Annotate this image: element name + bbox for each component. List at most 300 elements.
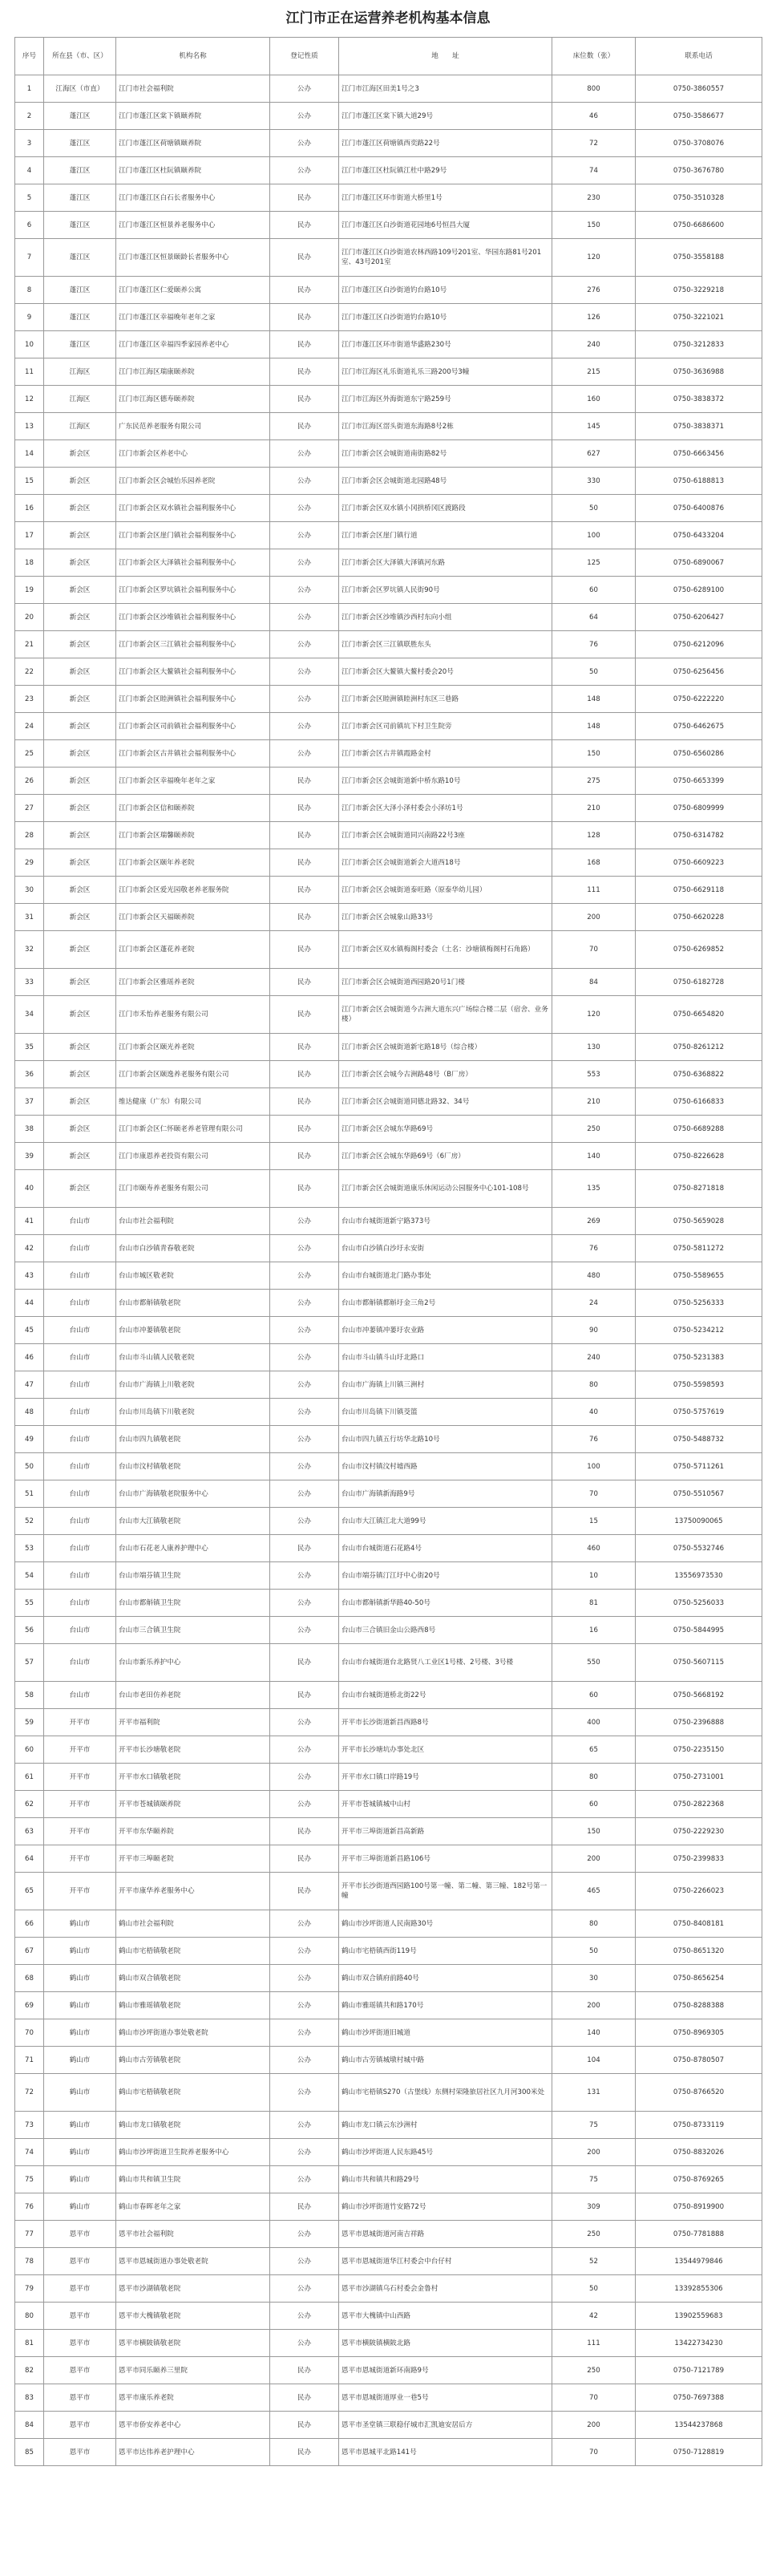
cell-seq: 41 (15, 1208, 44, 1235)
cell-county: 新会区 (44, 658, 116, 686)
cell-address: 开平市长沙街道西园路100号第一幢、第二幢、第三幢、182号第一幢 (339, 1873, 552, 1910)
cell-phone: 0750-3586677 (636, 103, 762, 130)
table-row (15, 849, 762, 877)
cell-beds: 16 (552, 1617, 636, 1644)
cell-seq: 85 (15, 2439, 44, 2466)
cell-registration-type: 公办 (270, 468, 339, 495)
cell-county: 新会区 (44, 931, 116, 969)
cell-address: 台山市台城街道石花路4号 (339, 1535, 552, 1562)
cell-beds: 465 (552, 1873, 636, 1910)
cell-institution-name: 台山市川岛镇下川敬老院 (116, 1399, 270, 1426)
cell-address: 江门市蓬江区环市街道华盛路230号 (339, 331, 552, 358)
cell-registration-type: 公办 (270, 713, 339, 740)
cell-registration-type: 公办 (270, 577, 339, 604)
cell-seq: 51 (15, 1480, 44, 1508)
cell-registration-type: 民办 (270, 1116, 339, 1143)
cell-seq: 31 (15, 904, 44, 931)
cell-beds: 330 (552, 468, 636, 495)
cell-institution-name: 江门市新会区颐年养老院 (116, 849, 270, 877)
cell-beds: 70 (552, 1480, 636, 1508)
cell-county: 新会区 (44, 1034, 116, 1061)
cell-address: 江门市蓬江区白沙街道花园地6号恒昌大厦 (339, 212, 552, 239)
cell-address: 江门市新会区双水镇小冈拱桥冈区渡路段 (339, 495, 552, 522)
cell-address: 恩平市恩城街道河南吉祥路 (339, 2221, 552, 2248)
cell-phone: 0750-3860557 (636, 75, 762, 103)
cell-address: 鹤山市龙口镇云东沙洲村 (339, 2112, 552, 2139)
cell-beds: 81 (552, 1590, 636, 1617)
cell-address: 江门市蓬江区白沙街道农林西路109号201室、华园东路81号201室、43号201室 (339, 239, 552, 277)
cell-registration-type: 公办 (270, 103, 339, 130)
cell-beds: 42 (552, 2303, 636, 2330)
cell-address: 鹤山市沙坪街道竹安路72号 (339, 2193, 552, 2221)
cell-county: 新会区 (44, 740, 116, 768)
cell-seq: 26 (15, 768, 44, 795)
cell-phone: 13422734230 (636, 2330, 762, 2357)
cell-institution-name: 台山市社会福利院 (116, 1208, 270, 1235)
table-row (15, 2166, 762, 2193)
table-row (15, 713, 762, 740)
cell-phone: 0750-5607115 (636, 1644, 762, 1682)
cell-address: 恩平市恩城平北路141号 (339, 2439, 552, 2466)
cell-phone: 0750-3676780 (636, 157, 762, 184)
cell-seq: 58 (15, 1682, 44, 1709)
table-row (15, 2139, 762, 2166)
cell-institution-name: 台山市广海镇上川敬老院 (116, 1371, 270, 1399)
cell-seq: 44 (15, 1290, 44, 1317)
cell-beds: 168 (552, 849, 636, 877)
cell-county: 鹤山市 (44, 2019, 116, 2047)
cell-seq: 32 (15, 931, 44, 969)
cell-county: 鹤山市 (44, 2074, 116, 2112)
cell-county: 恩平市 (44, 2439, 116, 2466)
table-row (15, 1910, 762, 1938)
table-row (15, 969, 762, 996)
cell-seq: 81 (15, 2330, 44, 2357)
cell-registration-type: 公办 (270, 686, 339, 713)
cell-phone: 0750-8780507 (636, 2047, 762, 2074)
cell-institution-name: 台山市新乐养护中心 (116, 1644, 270, 1682)
table-row (15, 2074, 762, 2112)
cell-phone: 0750-3212833 (636, 331, 762, 358)
cell-county: 新会区 (44, 1143, 116, 1170)
cell-county: 新会区 (44, 969, 116, 996)
cell-institution-name: 江门市新会区信和颐养院 (116, 795, 270, 822)
cell-seq: 37 (15, 1088, 44, 1116)
cell-institution-name: 江门市新会区颐光养老院 (116, 1034, 270, 1061)
cell-seq: 65 (15, 1873, 44, 1910)
cell-beds: 250 (552, 1116, 636, 1143)
cell-registration-type: 公办 (270, 1736, 339, 1764)
cell-beds: 120 (552, 239, 636, 277)
cell-county: 鹤山市 (44, 2193, 116, 2221)
cell-institution-name: 鹤山市宅梧镇敬老院 (116, 1938, 270, 1965)
cell-registration-type: 公办 (270, 130, 339, 157)
cell-phone: 0750-6182728 (636, 969, 762, 996)
cell-county: 江海区 (44, 413, 116, 440)
cell-institution-name: 台山市大江镇敬老院 (116, 1508, 270, 1535)
cell-institution-name: 鹤山市共和镇卫生院 (116, 2166, 270, 2193)
cell-registration-type: 公办 (270, 1617, 339, 1644)
cell-institution-name: 台山市冲蒌镇敬老院 (116, 1317, 270, 1344)
cell-address: 江门市新会区罗坑镇人民街90号 (339, 577, 552, 604)
cell-seq: 57 (15, 1644, 44, 1682)
cell-county: 开平市 (44, 1764, 116, 1791)
cell-county: 开平市 (44, 1736, 116, 1764)
cell-address: 江门市新会区会城今古洲路48号（B厂房） (339, 1061, 552, 1088)
table-row (15, 1480, 762, 1508)
table-row (15, 1399, 762, 1426)
cell-beds: 135 (552, 1170, 636, 1208)
cell-institution-name: 江门市新会区天福颐养院 (116, 904, 270, 931)
institution-table (14, 37, 762, 2466)
cell-institution-name: 广东民范养老服务有限公司 (116, 413, 270, 440)
table-row (15, 2019, 762, 2047)
table-row (15, 1992, 762, 2019)
cell-county: 鹤山市 (44, 2139, 116, 2166)
cell-institution-name: 江门市蓬江区恒景颐龄长者服务中心 (116, 239, 270, 277)
cell-address: 江门市蓬江区白沙街道钓台路10号 (339, 304, 552, 331)
cell-county: 新会区 (44, 849, 116, 877)
cell-county: 开平市 (44, 1791, 116, 1818)
table-row (15, 75, 762, 103)
cell-registration-type: 公办 (270, 1562, 339, 1590)
table-row (15, 1034, 762, 1061)
table-row (15, 931, 762, 969)
cell-phone: 0750-5234212 (636, 1317, 762, 1344)
table-row (15, 1764, 762, 1791)
cell-institution-name: 恩平市侨安养老中心 (116, 2412, 270, 2439)
cell-seq: 53 (15, 1535, 44, 1562)
table-row (15, 1235, 762, 1262)
cell-county: 新会区 (44, 1170, 116, 1208)
cell-seq: 78 (15, 2248, 44, 2275)
cell-seq: 33 (15, 969, 44, 996)
cell-seq: 25 (15, 740, 44, 768)
cell-registration-type: 民办 (270, 904, 339, 931)
table-row (15, 1791, 762, 1818)
cell-registration-type: 民办 (270, 795, 339, 822)
cell-phone: 0750-2822368 (636, 1791, 762, 1818)
cell-institution-name: 江门市新会区沙堆镇社会福利服务中心 (116, 604, 270, 631)
table-row (15, 604, 762, 631)
cell-county: 新会区 (44, 686, 116, 713)
cell-seq: 80 (15, 2303, 44, 2330)
table-row (15, 1644, 762, 1682)
cell-seq: 6 (15, 212, 44, 239)
cell-phone: 13544237868 (636, 2412, 762, 2439)
cell-address: 台山市都斛镇都斛圩金三角2号 (339, 1290, 552, 1317)
cell-phone: 0750-8656254 (636, 1965, 762, 1992)
cell-beds: 130 (552, 1034, 636, 1061)
cell-address: 台山市四九镇五行坊华北路10号 (339, 1426, 552, 1453)
cell-county: 台山市 (44, 1290, 116, 1317)
cell-county: 新会区 (44, 1088, 116, 1116)
cell-registration-type: 公办 (270, 1910, 339, 1938)
cell-seq: 19 (15, 577, 44, 604)
cell-county: 新会区 (44, 768, 116, 795)
cell-county: 蓬江区 (44, 103, 116, 130)
cell-beds: 52 (552, 2248, 636, 2275)
header-address: 地 址 (339, 38, 552, 75)
cell-institution-name: 江门市新会区双水镇社会福利服务中心 (116, 495, 270, 522)
cell-phone: 0750-6256456 (636, 658, 762, 686)
table-row (15, 1682, 762, 1709)
cell-beds: 60 (552, 577, 636, 604)
table-row (15, 1088, 762, 1116)
cell-registration-type: 民办 (270, 1061, 339, 1088)
cell-county: 台山市 (44, 1235, 116, 1262)
cell-address: 江门市新会区沙堆镇沙西村东向小组 (339, 604, 552, 631)
table-row (15, 1453, 762, 1480)
cell-institution-name: 恩平市社会福利院 (116, 2221, 270, 2248)
cell-phone: 0750-6890067 (636, 549, 762, 577)
cell-address: 台山市冲蒌镇冲蒌圩农业路 (339, 1317, 552, 1344)
cell-phone: 0750-6654820 (636, 996, 762, 1034)
cell-registration-type: 公办 (270, 1208, 339, 1235)
table-row (15, 877, 762, 904)
cell-institution-name: 恩平市同乐颐养三里院 (116, 2357, 270, 2384)
table-row (15, 1344, 762, 1371)
table-row (15, 1562, 762, 1590)
cell-address: 江门市江海区外海街道东宁路259号 (339, 386, 552, 413)
cell-phone: 0750-6462675 (636, 713, 762, 740)
cell-phone: 0750-8919900 (636, 2193, 762, 2221)
cell-seq: 27 (15, 795, 44, 822)
cell-county: 新会区 (44, 713, 116, 740)
cell-phone: 0750-3838371 (636, 413, 762, 440)
cell-county: 新会区 (44, 522, 116, 549)
cell-seq: 66 (15, 1910, 44, 1938)
cell-address: 恩平市恩城街道厚业一巷5号 (339, 2384, 552, 2412)
cell-county: 鹤山市 (44, 2047, 116, 2074)
cell-address: 台山市川岛镇下川镇茭篮 (339, 1399, 552, 1426)
cell-registration-type: 民办 (270, 1818, 339, 1845)
cell-beds: 125 (552, 549, 636, 577)
cell-seq: 45 (15, 1317, 44, 1344)
cell-institution-name: 维达健康（广东）有限公司 (116, 1088, 270, 1116)
cell-phone: 0750-8226628 (636, 1143, 762, 1170)
cell-address: 鹤山市双合镇府前路40号 (339, 1965, 552, 1992)
cell-registration-type: 民办 (270, 877, 339, 904)
cell-beds: 70 (552, 931, 636, 969)
cell-phone: 0750-2731001 (636, 1764, 762, 1791)
cell-phone: 0750-3708076 (636, 130, 762, 157)
cell-registration-type: 民办 (270, 2439, 339, 2466)
table-row (15, 1262, 762, 1290)
cell-seq: 84 (15, 2412, 44, 2439)
cell-phone: 0750-5589655 (636, 1262, 762, 1290)
table-row (15, 1938, 762, 1965)
cell-beds: 215 (552, 358, 636, 386)
cell-institution-name: 江门市新会区仁怀颐老养老管理有限公司 (116, 1116, 270, 1143)
cell-phone: 0750-5711261 (636, 1453, 762, 1480)
cell-county: 台山市 (44, 1453, 116, 1480)
table-row (15, 130, 762, 157)
cell-beds: 76 (552, 1235, 636, 1262)
cell-beds: 160 (552, 386, 636, 413)
cell-registration-type: 公办 (270, 75, 339, 103)
cell-seq: 73 (15, 2112, 44, 2139)
cell-institution-name: 江门市新会区大泽镇社会福利服务中心 (116, 549, 270, 577)
cell-beds: 210 (552, 795, 636, 822)
cell-address: 开平市水口镇口岸路19号 (339, 1764, 552, 1791)
cell-seq: 34 (15, 996, 44, 1034)
table-row (15, 1709, 762, 1736)
table-row (15, 331, 762, 358)
cell-registration-type: 公办 (270, 2330, 339, 2357)
cell-county: 台山市 (44, 1208, 116, 1235)
table-row (15, 1371, 762, 1399)
cell-institution-name: 江门市新会区睦洲镇社会福利服务中心 (116, 686, 270, 713)
cell-phone: 13556973530 (636, 1562, 762, 1590)
cell-seq: 49 (15, 1426, 44, 1453)
cell-registration-type: 公办 (270, 1317, 339, 1344)
cell-registration-type: 民办 (270, 1088, 339, 1116)
cell-address: 台山市斗山镇斗山圩北路口 (339, 1344, 552, 1371)
cell-seq: 68 (15, 1965, 44, 1992)
cell-institution-name: 台山市都斛镇卫生院 (116, 1590, 270, 1617)
cell-address: 江门市新会区双水镇梅阁村委会（土名：沙塘镇梅阁村石角路） (339, 931, 552, 969)
cell-institution-name: 鹤山市双合镇敬老院 (116, 1965, 270, 1992)
cell-seq: 24 (15, 713, 44, 740)
cell-registration-type: 公办 (270, 2303, 339, 2330)
cell-phone: 0750-5488732 (636, 1426, 762, 1453)
cell-county: 鹤山市 (44, 1965, 116, 1992)
cell-seq: 1 (15, 75, 44, 103)
cell-seq: 52 (15, 1508, 44, 1535)
cell-registration-type: 公办 (270, 1791, 339, 1818)
cell-address: 台山市广海镇新海路9号 (339, 1480, 552, 1508)
cell-institution-name: 江门市新会区雅瑶养老院 (116, 969, 270, 996)
cell-address: 江门市新会区大鳌镇大鳌村委会20号 (339, 658, 552, 686)
cell-county: 台山市 (44, 1508, 116, 1535)
cell-seq: 28 (15, 822, 44, 849)
table-row (15, 1845, 762, 1873)
cell-beds: 480 (552, 1262, 636, 1290)
cell-seq: 70 (15, 2019, 44, 2047)
cell-registration-type: 民办 (270, 849, 339, 877)
table-header-row (15, 38, 762, 75)
cell-beds: 250 (552, 2357, 636, 2384)
table-body (15, 75, 762, 2466)
cell-beds: 148 (552, 686, 636, 713)
cell-institution-name: 江门市社会福利院 (116, 75, 270, 103)
cell-county: 开平市 (44, 1709, 116, 1736)
cell-registration-type: 公办 (270, 157, 339, 184)
cell-institution-name: 江门市蓬江区幸福四季家园养老中心 (116, 331, 270, 358)
cell-registration-type: 公办 (270, 2166, 339, 2193)
cell-county: 开平市 (44, 1818, 116, 1845)
cell-registration-type: 公办 (270, 1938, 339, 1965)
cell-institution-name: 开平市东华颐养院 (116, 1818, 270, 1845)
cell-institution-name: 恩平市沙湖镇敬老院 (116, 2275, 270, 2303)
table-row (15, 740, 762, 768)
table-row (15, 304, 762, 331)
cell-registration-type: 公办 (270, 2019, 339, 2047)
cell-phone: 0750-3221021 (636, 304, 762, 331)
cell-address: 鹤山市雅瑶镇共和路170号 (339, 1992, 552, 2019)
cell-institution-name: 江门市新会区幸福晚年老年之家 (116, 768, 270, 795)
table-row (15, 2275, 762, 2303)
cell-beds: 80 (552, 1371, 636, 1399)
header-registration-type: 登记性质 (270, 38, 339, 75)
cell-seq: 30 (15, 877, 44, 904)
cell-institution-name: 江门市新会区瑞馨颐养院 (116, 822, 270, 849)
cell-address: 江门市蓬江区荷塘镇西奕路22号 (339, 130, 552, 157)
cell-beds: 72 (552, 130, 636, 157)
cell-registration-type: 公办 (270, 658, 339, 686)
table-row (15, 212, 762, 239)
cell-seq: 36 (15, 1061, 44, 1088)
cell-seq: 56 (15, 1617, 44, 1644)
cell-beds: 460 (552, 1535, 636, 1562)
table-row (15, 1873, 762, 1910)
cell-seq: 54 (15, 1562, 44, 1590)
table-row (15, 1317, 762, 1344)
cell-beds: 126 (552, 304, 636, 331)
table-row (15, 1965, 762, 1992)
table-row (15, 103, 762, 130)
cell-phone: 0750-5256033 (636, 1590, 762, 1617)
cell-beds: 75 (552, 2166, 636, 2193)
cell-phone: 0750-8651320 (636, 1938, 762, 1965)
cell-registration-type: 民办 (270, 1873, 339, 1910)
cell-county: 台山市 (44, 1480, 116, 1508)
cell-seq: 63 (15, 1818, 44, 1845)
cell-address: 江门市蓬江区环市街道大桥里1号 (339, 184, 552, 212)
cell-seq: 35 (15, 1034, 44, 1061)
cell-beds: 240 (552, 331, 636, 358)
cell-institution-name: 江门市新会区大鳌镇社会福利服务中心 (116, 658, 270, 686)
cell-institution-name: 台山市石花老人康养护理中心 (116, 1535, 270, 1562)
table-row (15, 522, 762, 549)
cell-phone: 0750-8969305 (636, 2019, 762, 2047)
cell-county: 恩平市 (44, 2412, 116, 2439)
cell-registration-type: 民办 (270, 413, 339, 440)
cell-address: 江门市蓬江区棠下镇大道29号 (339, 103, 552, 130)
cell-address: 台山市台城街道台北路贤八工业区1号楼、2号楼、3号楼 (339, 1644, 552, 1682)
cell-address: 江门市新会区会城街道泰旺路（原泰华幼儿园） (339, 877, 552, 904)
cell-institution-name: 江门市新会区崖门镇社会福利服务中心 (116, 522, 270, 549)
cell-seq: 4 (15, 157, 44, 184)
cell-registration-type: 民办 (270, 1170, 339, 1208)
cell-institution-name: 开平市长沙塘敬老院 (116, 1736, 270, 1764)
cell-seq: 13 (15, 413, 44, 440)
cell-institution-name: 恩平市达伟养老护理中心 (116, 2439, 270, 2466)
cell-registration-type: 公办 (270, 1399, 339, 1426)
cell-registration-type: 公办 (270, 631, 339, 658)
cell-address: 鹤山市沙坪街道人民南路30号 (339, 1910, 552, 1938)
cell-registration-type: 公办 (270, 440, 339, 468)
cell-address: 江门市新会区会城东华路69号（6厂房） (339, 1143, 552, 1170)
table-row (15, 2112, 762, 2139)
cell-phone: 0750-3229218 (636, 277, 762, 304)
cell-seq: 50 (15, 1453, 44, 1480)
cell-address: 江门市新会区崖门镇行道 (339, 522, 552, 549)
cell-seq: 55 (15, 1590, 44, 1617)
cell-seq: 12 (15, 386, 44, 413)
cell-county: 新会区 (44, 631, 116, 658)
cell-registration-type: 民办 (270, 1644, 339, 1682)
cell-registration-type: 公办 (270, 1764, 339, 1791)
cell-phone: 0750-3510328 (636, 184, 762, 212)
cell-registration-type: 公办 (270, 2221, 339, 2248)
table-row (15, 1116, 762, 1143)
cell-registration-type: 民办 (270, 239, 339, 277)
table-row (15, 1508, 762, 1535)
cell-institution-name: 江门市新会区爱光园敬老养老服务院 (116, 877, 270, 904)
cell-county: 恩平市 (44, 2384, 116, 2412)
